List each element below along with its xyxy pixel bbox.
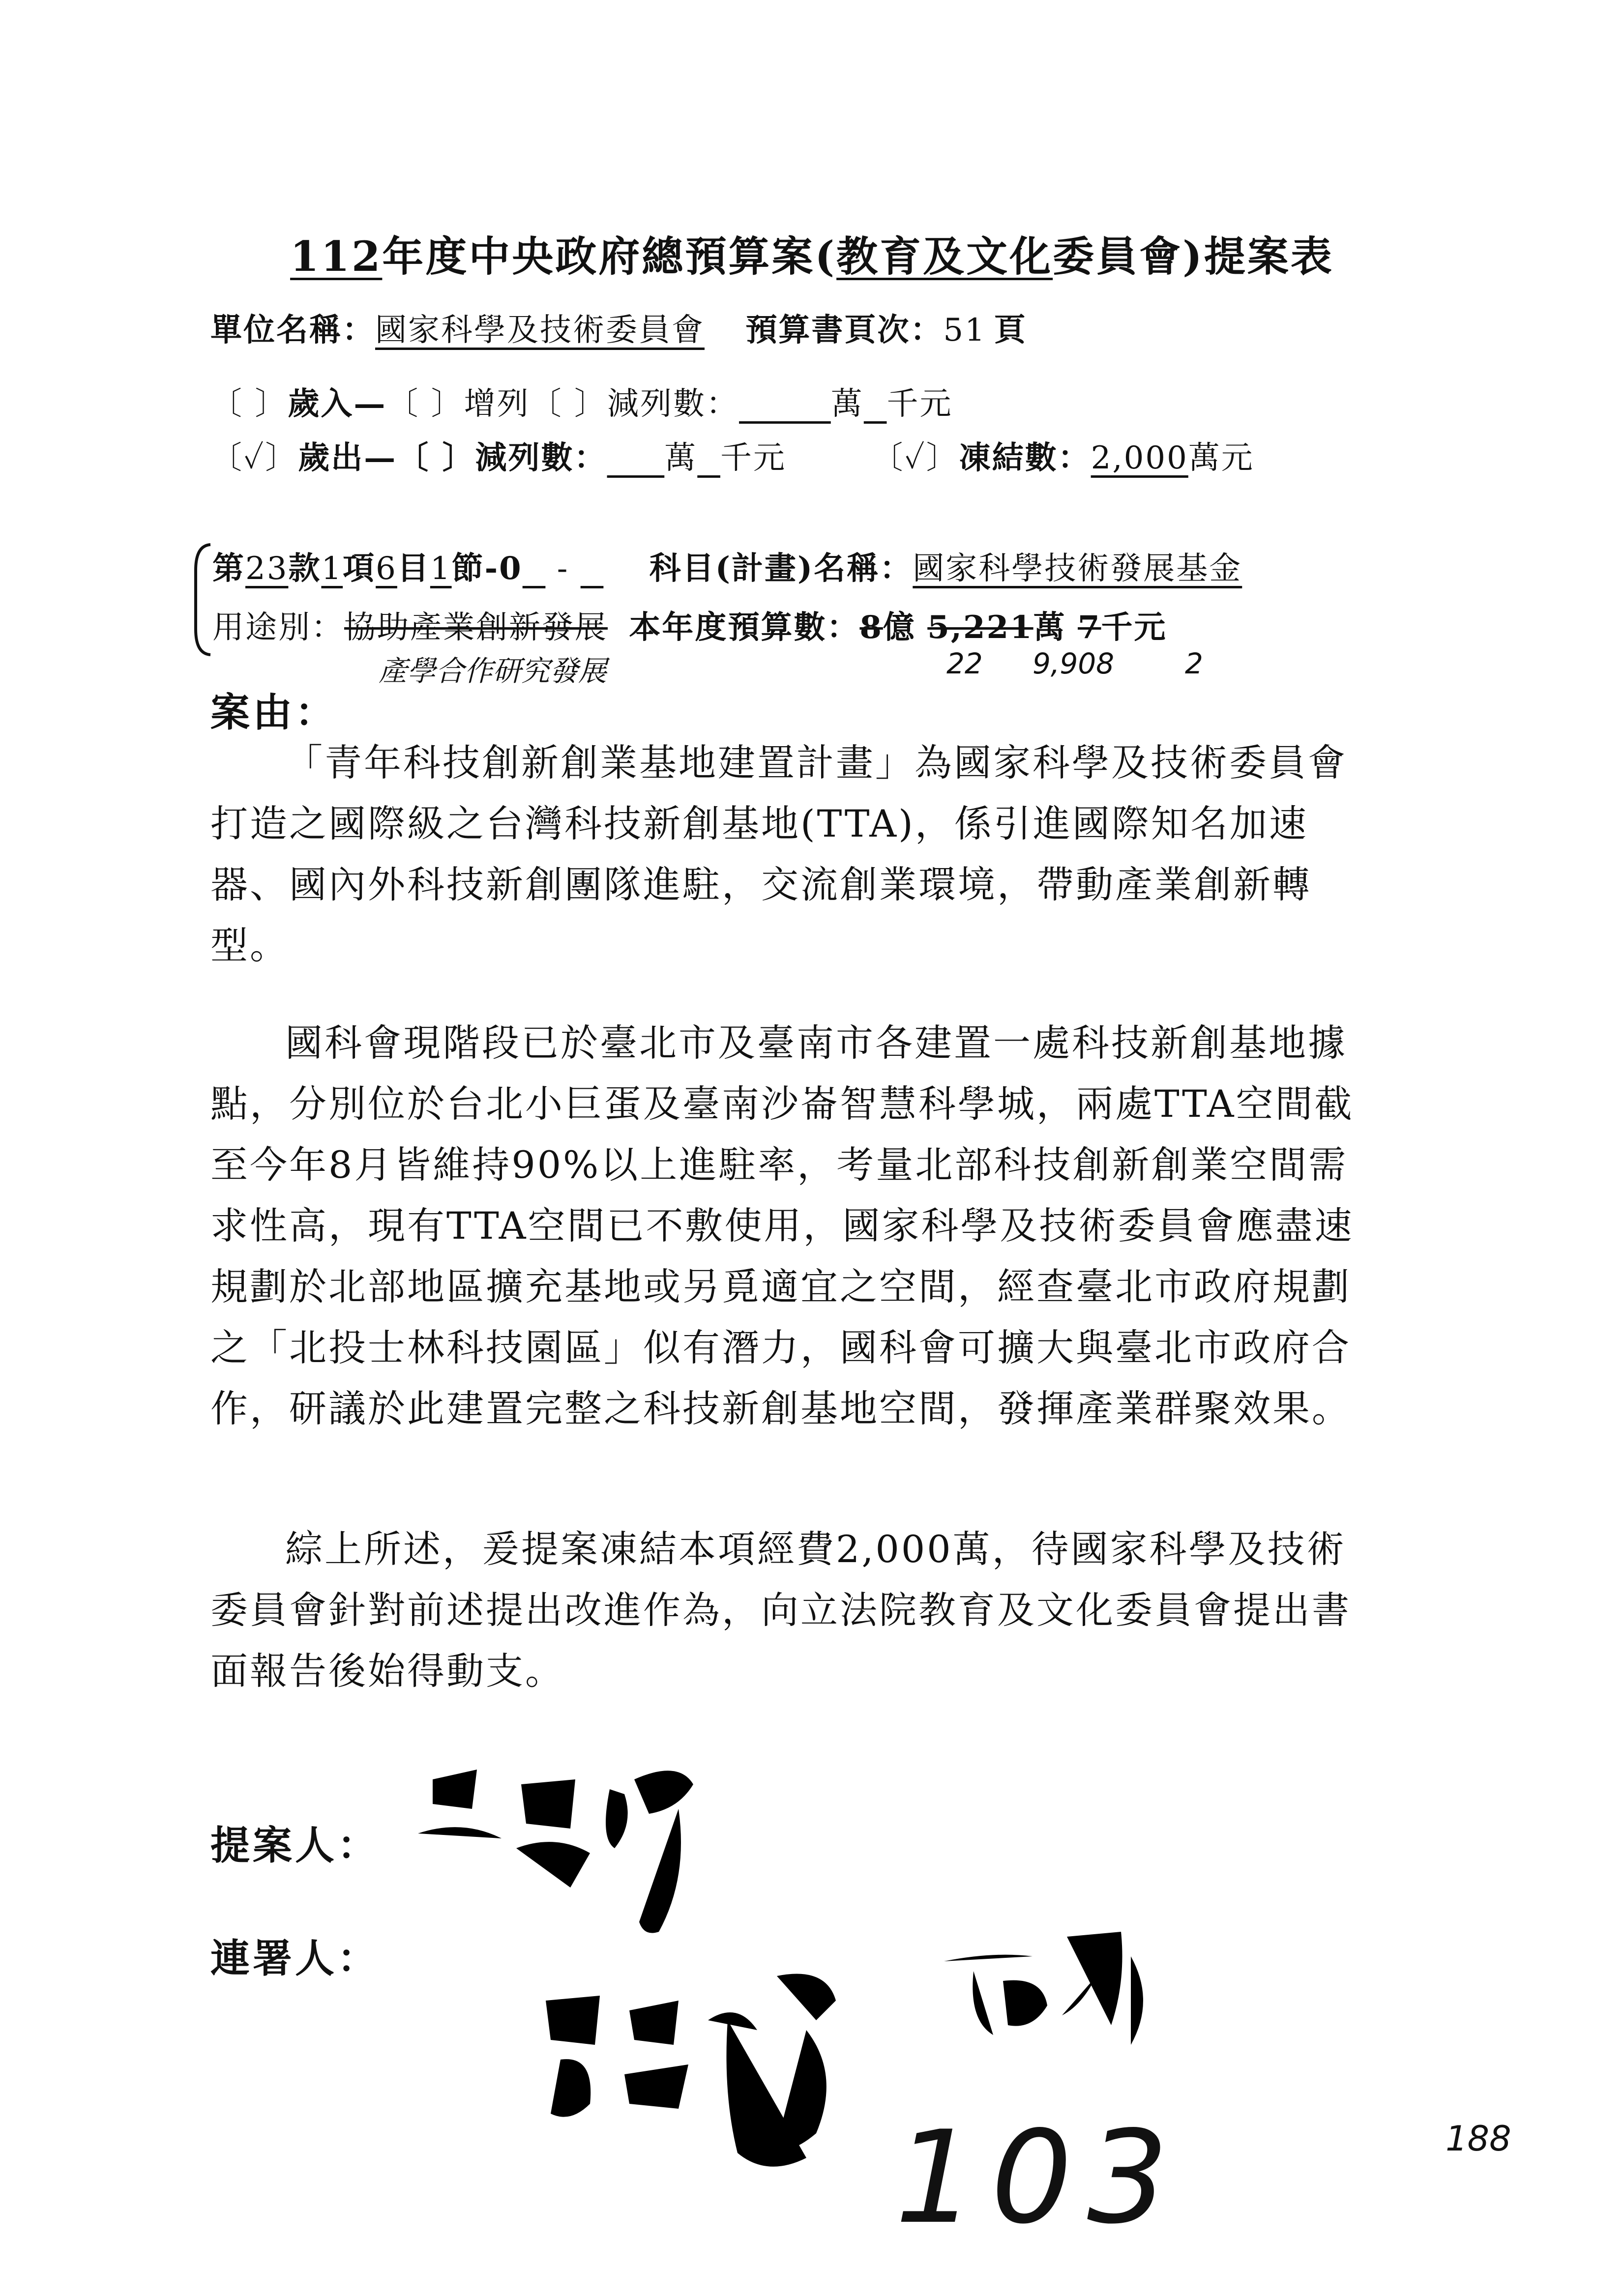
page-title: 112年度中央政府總預算案(教育及文化委員會)提案表 [290,232,1334,281]
purpose-struck: 協助產業創新發展 [344,610,608,646]
expenditure-line: 〔✓〕歲出—〔 〕減列數： 萬 千元 〔✓〕凍結數：2,000萬元 [210,439,1254,476]
hand-qian: 2 [1185,647,1203,680]
reason-paragraph-1: 「青年科技創新創業基地建置計畫」為國家科學及技術委員會打造之國際級之台灣科技新創基地(TTA)，係引進國際知名加速器、國內外科技新創團隊進駐，交流創業環境，帶動產業創新轉型。 [210,741,1347,967]
handwritten-number: 103 [895,2104,1183,2252]
reason-paragraph-3: 綜上所述，爰提案凍結本項經費2,000萬，待國家科學及技術委員會針對前述提出改進作為，向立法院教育及文化委員會提出書面報告後始得動支。 [210,1527,1351,1693]
unit-line: 單位名稱：國家科學及技術委員會 預算書頁次：51 頁 [210,312,1027,349]
title-committee: 教育及文化 [836,232,1053,281]
purpose-line: 用途別：協助產業創新發展 本年度預算數：8億 5,221萬 7千元 [212,609,1167,646]
proposer-label: 提案人： [210,1822,380,1868]
freeze-amount: 2,000 [1091,440,1188,476]
item-bracket [191,541,215,659]
page-mark: 188 [1446,2119,1511,2159]
freeze-checkbox: 〔✓〕 [871,440,959,476]
item-line: 第23款1項6目1節-0 - 科目(計畫)名稱：國家科學技術發展基金 [212,550,1242,587]
proposer-signature [403,1750,797,1956]
subject-name: 國家科學技術發展基金 [913,551,1242,587]
revenue-line: 〔 〕歲入—〔 〕增列〔 〕減列數： 萬 千元 [210,385,953,422]
unit-name: 國家科學及技術委員會 [375,312,705,349]
title-year: 112 [290,232,383,281]
hand-wan: 9,908 [1033,647,1115,680]
reason-heading: 案由： [210,689,337,735]
page-number: 51 [943,312,986,349]
purpose-handwritten: 產學合作研究發展 [379,654,607,688]
cosigner-signature-2 [934,1907,1190,2074]
revenue-checkbox: 〔 〕 [210,386,288,422]
cosigner-signature-1 [433,1947,944,2251]
reason-paragraph-2: 國科會現階段已於臺北市及臺南市各建置一處科技新創基地據點，分別位於台北小巨蛋及臺南沙崙智慧科學城，兩處TTA空間截至今年8月皆維持90%以上進駐率，考量北部科技創新創業空間需求性高，現有TTA空間已不敷使用，國家科學及技術委員會應盡速規劃於北部地區擴充基地或另覓適宜之空間，經查臺北市政府規劃之「北投士林科技園區」似有潛力，國科會可擴大與臺北市政府合作，研議於此建置完整之科技新創基地空間，發揮產業群聚效果。 [210,1021,1354,1430]
hand-yi: 22 [946,647,983,680]
cosigner-label: 連署人： [210,1935,380,1981]
expenditure-checkbox: 〔✓〕 [210,440,298,476]
